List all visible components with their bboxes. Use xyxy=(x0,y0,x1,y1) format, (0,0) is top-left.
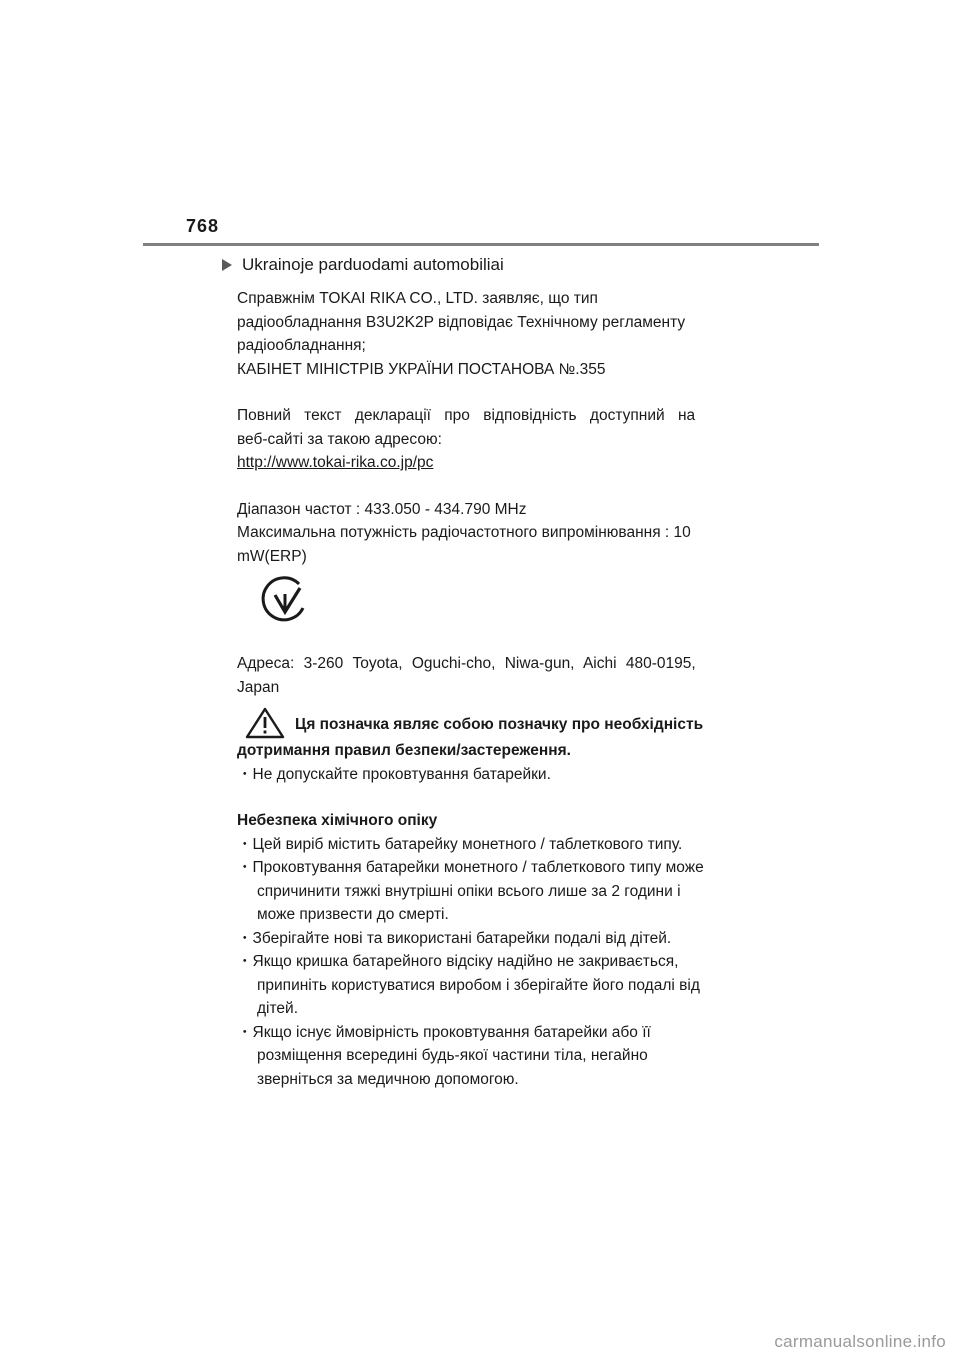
section-title: Ukrainoje parduodami automobiliai xyxy=(242,255,504,274)
list-item-continuation: припиніть користуватися виробом і зберігайте його подалі від xyxy=(257,976,700,994)
address-line: Адреса: 3-260 Toyota, Oguchi-cho, Niwa-gun, Aichi 480-0195, xyxy=(237,655,696,672)
list-item: ・Якщо існує ймовірність проковтування батарейки або її xyxy=(237,1023,651,1041)
page-content xyxy=(237,287,710,1091)
list-item: ・Зберігайте нові та використані батарейки подалі від дітей. xyxy=(237,929,672,947)
declaration-block xyxy=(237,287,710,381)
watermark: carmanualsonline.info xyxy=(774,1332,946,1351)
list-item: ・Проковтування батарейки монетного / таблеткового типу може xyxy=(237,859,704,876)
regulation-line: КАБІНЕТ МІНІСТРІВ УКРАЇНИ ПОСТАНОВА №.355 xyxy=(237,360,606,378)
address-line: Japan xyxy=(237,678,280,696)
bullet-mark: ・ xyxy=(237,835,253,853)
chemical-heading: Небезпека хімічного опіку xyxy=(237,812,438,829)
declaration-line: Справжнім TOKAI RIKA CO., LTD. заявляє, що тип xyxy=(237,290,598,307)
warning-text: Ця позначка являє собою позначку про необхідність xyxy=(295,716,704,733)
frequency-block xyxy=(237,498,710,569)
list-item: ・Якщо кришка батарейного відсіку надійно не закривається, xyxy=(237,953,679,970)
bullet-mark: ・ xyxy=(237,859,253,876)
frequency-range: Діапазон частот : 433.050 - 434.790 MHz xyxy=(237,500,527,518)
full-text-line: Повний текст декларації про відповідність доступний на xyxy=(237,407,696,424)
declaration-url-link[interactable]: http://www.tokai-rika.co.jp/pc xyxy=(237,454,434,471)
max-power-unit: mW(ERP) xyxy=(237,547,307,565)
warning-bullet: ・Не допускайте проковтування батарейки. xyxy=(237,765,551,783)
conformity-mark-area xyxy=(237,568,710,652)
header-divider xyxy=(143,243,819,246)
warning-text: дотримання правил безпеки/застереження. xyxy=(237,742,571,759)
list-item: ・Цей виріб містить батарейку монетного / таблеткового типу. xyxy=(237,835,683,853)
list-item-continuation: дітей. xyxy=(257,1000,298,1017)
bullet-mark: ・ xyxy=(237,953,253,970)
full-text-line: веб-сайті за такою адресою: xyxy=(237,430,442,448)
address-block xyxy=(237,652,710,699)
max-power: Максимальна потужність радіочастотного випромінювання : 10 xyxy=(237,524,691,541)
section-heading xyxy=(222,255,504,275)
bullet-mark: ・ xyxy=(237,929,253,947)
declaration-line: радіообладнання B3U2K2P відповідає Технічному регламенту xyxy=(237,313,686,331)
warning-block xyxy=(237,713,710,786)
warning-triangle-icon xyxy=(245,707,285,739)
chemical-burn-block xyxy=(237,809,710,1091)
bullet-mark: ・ xyxy=(237,1023,253,1041)
triangle-bullet-icon xyxy=(222,259,232,271)
full-text-block xyxy=(237,404,710,475)
ukrainian-conformity-mark-icon xyxy=(259,574,311,626)
chemical-bullet-list xyxy=(237,833,710,1092)
list-item-continuation: зверніться за медичною допомогою. xyxy=(257,1070,519,1088)
list-item-continuation: розміщення всередині будь-якої частини тіла, негайно xyxy=(257,1047,648,1064)
list-item-continuation: спричинити тяжкі внутрішні опіки всього лише за 2 години і xyxy=(257,882,681,900)
page-number: 768 xyxy=(186,216,220,236)
declaration-line: радіообладнання; xyxy=(237,337,366,354)
bullet-mark: ・ xyxy=(237,765,253,783)
list-item-continuation: може призвести до смерті. xyxy=(257,906,449,923)
